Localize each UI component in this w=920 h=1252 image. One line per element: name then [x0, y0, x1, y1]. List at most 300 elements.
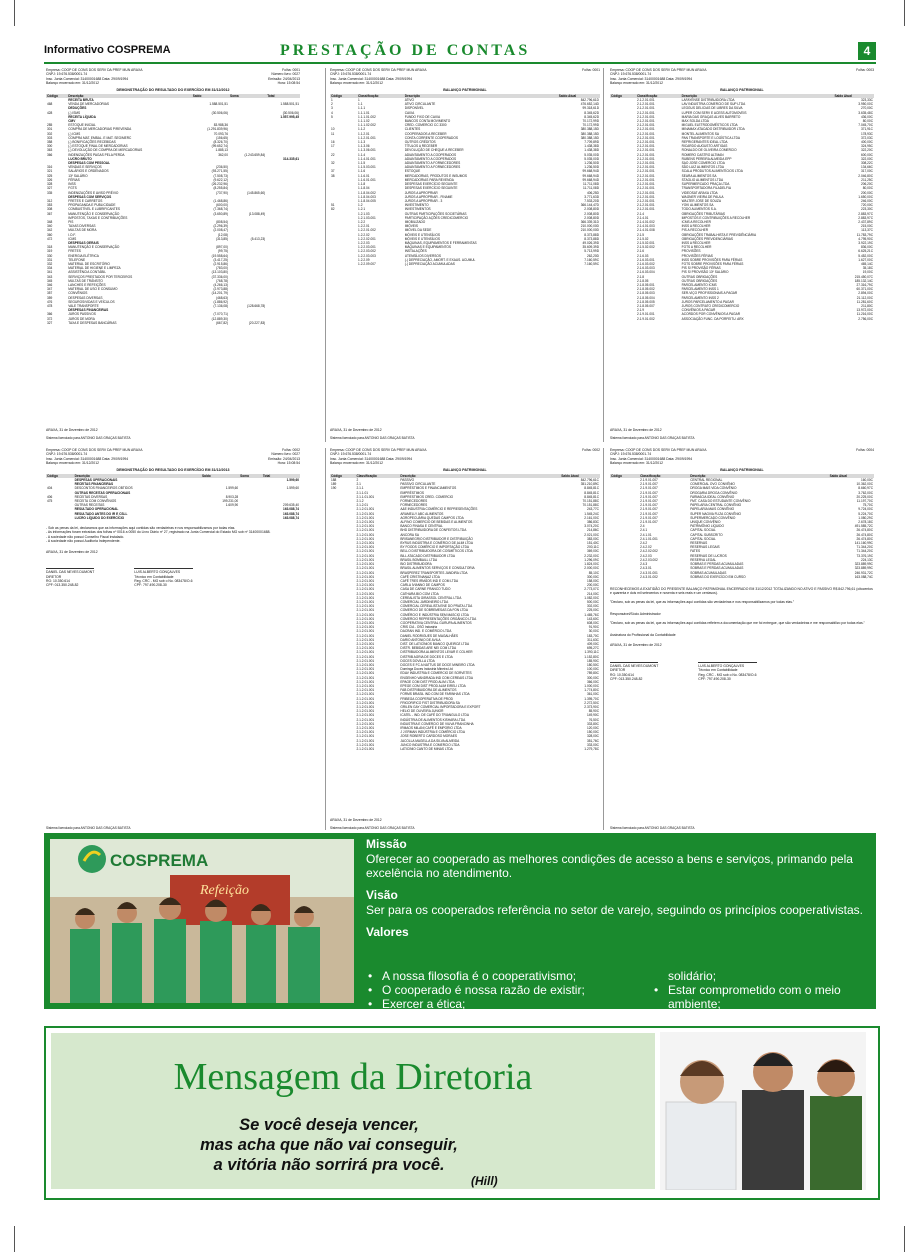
table-cell: (8.326,70) — [213, 140, 228, 145]
table-cell: 100,00C — [586, 667, 599, 672]
table-cell: PROPAGANDA E PUBLICIDADE — [68, 203, 116, 208]
signature-doc2: CPF: 013.350.248-82 — [46, 583, 79, 588]
table-cell: 308 — [47, 207, 53, 212]
table-cell: 1.1.8.04 — [358, 186, 370, 191]
message-quote — [179, 1115, 479, 1175]
sheet-meta — [856, 68, 874, 72]
table-cell: SEGUROS/VIDAS E VEÍCULOS — [68, 299, 115, 304]
table-cell: INVESTIMENTOS — [404, 207, 431, 212]
table-cell: COOPERATIVA CENTRAL GURUPA ALIMENTOS — [400, 620, 472, 625]
sheet-meta-item: Folha: 0001 — [582, 68, 600, 72]
table-cell: (156,65) — [216, 135, 228, 140]
table-cell: ENERGIA ELÉTRICA — [68, 253, 99, 258]
place-date: ARAXA, 31 de Dezembro de 2012 — [46, 427, 98, 432]
table-cell: 189 — [331, 482, 337, 487]
statement-title: DEMONSTRAÇÃO DO RESULTADO DO EXERCÍCIO EM 31/12/2012 — [116, 87, 230, 92]
table-cell: 314.335,61 — [283, 156, 299, 161]
table-cell: 2.1.2.01.001 — [356, 553, 375, 558]
table-cell: PROVISÕES — [681, 249, 701, 254]
table-cell: 2.1.2.01.001 — [356, 557, 375, 562]
table-cell: 302 — [47, 131, 53, 136]
table-cell: INSS — [68, 182, 76, 187]
table-cell: 3.922,19C — [858, 240, 873, 245]
table-cell: 200,11C — [587, 545, 599, 550]
table-cell: 2.1.2.01.001 — [356, 562, 375, 567]
table-cell: (-) BONIFICAÇÕES RECEBIDAS — [68, 140, 116, 145]
table-cell: 1.2.2.03.002 — [358, 249, 376, 254]
company-balance-line: Balanço encerrado em: 31/12/2012 — [46, 461, 99, 466]
table-cell: 2.1.2 — [356, 499, 364, 504]
logo-text: COSPREMA — [110, 851, 209, 870]
table-cell: 369,00C — [586, 549, 599, 554]
table-cell: CATHARA BIO COM LTDA — [400, 591, 439, 596]
table-cell: (-) DEPRECIAÇÃO ACUMULADAS — [404, 261, 455, 266]
table-cell: 2.1.8.05.005 — [636, 299, 655, 304]
table-cell: EPAGE COM DIST PROD ALIM LTDA — [400, 679, 455, 684]
table-cell: EPEGE COM DIST PROD ALIM EIRELI LTDA — [400, 683, 466, 688]
sheet-meta — [268, 448, 300, 466]
table-cell: 2.1.2.01.001 — [636, 152, 655, 157]
table-cell: 209.635,40 — [283, 503, 299, 508]
table-cell: 3.950,00C — [858, 102, 873, 107]
table-cell: (737,90) — [216, 190, 228, 195]
table-cell: SÃO LUIZ ALIMENTOS LTDA — [681, 165, 725, 170]
table-cell: MULTAS DE MORA — [68, 228, 97, 233]
table-cell: LUCRO BRUTO — [68, 156, 92, 161]
table-cell: 163.088,74C — [854, 574, 873, 579]
company-registry-line: Insc. Junta Comercial: 31400001688 Data: 29/09/1994 — [330, 76, 413, 81]
table-cell: 2.1.2.01.001 — [356, 671, 375, 676]
table-cell: MATERIAL DE USO E CONSUMO — [68, 287, 118, 292]
table-cell — [201, 516, 239, 520]
crop-mark — [904, 0, 905, 26]
company-balance-line: Balanço encerrado em: 31/12/2012 — [610, 461, 663, 466]
table-cell: 346 — [47, 282, 53, 287]
column-header: Total — [262, 474, 300, 478]
table-cell: 468 — [47, 102, 53, 107]
table-cell: YOKI ALIMENTOS SA — [681, 203, 714, 208]
table-cell: ALFINO COMERCIO DE BEBIDAS E ALIMENTOS — [400, 520, 473, 525]
table-cell: ATIVO — [404, 98, 415, 103]
table-cell: 9.724,00C — [858, 507, 873, 512]
table-cell: (-) ICMS — [68, 131, 81, 136]
table-cell: 1.627,00C — [858, 257, 873, 262]
table-cell: 351,76C — [586, 738, 599, 743]
table-cell: 1.1.8.04.002 — [358, 190, 376, 195]
company-cnpj-line: CNPJ: 19.676.538/0001-74 — [46, 452, 88, 457]
table-cell: MÁQUINAS E EQUIPAMENTOS — [404, 245, 451, 250]
table-cell: 2.1.2.01.001 — [356, 713, 375, 718]
table-cell: 1.2.2.01 — [358, 224, 370, 229]
company-registry-line: Insc. Junta Comercial: 31400001688 Data: 29/09/1994 — [46, 76, 129, 81]
table-cell: MATERIAL DE HIGIENE E LIMPEZA — [68, 266, 121, 271]
table-cell: 5.035,00D — [584, 156, 599, 161]
table-cell: CONVÊNIOS — [68, 291, 88, 296]
place-date: ARAXA, 31 de Dezembro de 2012 — [610, 427, 662, 432]
table-cell: 2.1.1 — [356, 486, 364, 491]
table-cell: 343 — [47, 274, 53, 279]
signature-doc2: CPF: 797.490.208-30 — [698, 676, 731, 681]
table-cell: 348 — [47, 219, 53, 224]
table-cell: INDENIZAÇÕES PAGAS PELA PERDA — [68, 152, 125, 157]
table-cell: 1.650,00C — [858, 194, 873, 199]
table-cell: 322,20C — [860, 148, 873, 153]
table-cell: 2.046,80C — [858, 173, 873, 178]
table-cell: 409,00C — [586, 641, 599, 646]
table-cell: 323,33C — [860, 98, 873, 103]
license-footer: Sistema licenciado para ANTONIO DAS GRAÇAS BATISTA — [46, 825, 131, 830]
table-cell: 4 — [331, 110, 333, 115]
table-cell: 37 — [331, 169, 335, 174]
license-footer: Sistema licenciado para ANTONIO DAS GRAÇAS BATISTA — [610, 825, 695, 830]
page-header — [44, 44, 876, 62]
table-cell: ACORDOS POR CONVÊNIOS A PAGAR — [681, 312, 741, 317]
table-cell: (236,50) — [216, 165, 228, 170]
table-cell: LUCRO LÍQUIDO DO EXERCÍCIO — [74, 515, 125, 520]
table-row — [610, 575, 874, 579]
table-cell: VENDA DE MERCADORIAS — [68, 102, 109, 107]
signature-name: DANIEL DAS NEVES DUMONT — [610, 663, 659, 668]
table-cell: 478 — [47, 303, 53, 308]
table-cell: CAPITAL SOCIAL — [690, 528, 716, 533]
table-cell: (99,75) — [217, 249, 228, 254]
sheet-meta-item: Número livro: 0027 — [271, 452, 300, 457]
table-cell: 1.1.2.01 — [358, 131, 370, 136]
table-cell: 2.1.2.01.001 — [636, 131, 655, 136]
table-cell: (9.622,12) — [213, 177, 228, 182]
table-cell: OBRIGAÇÕES TRIBUTÁRIAS — [681, 211, 726, 216]
table-cell: IMÓVEL DA SEDE — [404, 228, 432, 233]
table-cell: 1.824,00C — [584, 562, 599, 567]
table-cell: DACRAN IND. E COMÉRCIO LTDA — [400, 629, 452, 634]
table-cell: 380.388,15D — [580, 135, 599, 140]
table-cell: 2.1.1.01 — [356, 490, 368, 495]
column-header: Descrição — [399, 474, 560, 478]
table-cell: 11.783,79C — [856, 232, 873, 237]
table-cell: RESERVAS DE LUCROS — [690, 553, 727, 558]
table-cell: (145.865,60) — [247, 190, 266, 195]
signature-doc2: CPF: 013.350.248-82 — [610, 676, 643, 681]
table-cell: 16 — [331, 140, 335, 145]
table-cell: 2.008,80D — [584, 211, 599, 216]
table-cell: 120,00C — [586, 726, 599, 731]
table-cell: DESPESAS EXERCÍCIO SEGUINTE — [404, 182, 458, 187]
table-cell: RONALDO DE OLIVEIRA COMERCIO — [681, 148, 737, 153]
table-cell: 2.1.4.01.002 — [636, 219, 655, 224]
table-cell: 215,00C — [860, 224, 873, 229]
table-cell: 7.160,59C — [584, 261, 599, 266]
table-cell: COMERCIAL OVO CONVÊNIO — [690, 482, 735, 487]
table-cell: 26.474,80C — [856, 528, 873, 533]
missao-text: Oferecer ao cooperado as melhores condições de acesso a bens e serviços, primando pela excelência no atendimento. — [366, 852, 853, 880]
table-cell: 428 — [47, 110, 53, 115]
table-cell: SOBRAS E PERDAS ACUMULADAS — [690, 566, 744, 571]
statement-title: BALANÇO PATRIMONIAL — [443, 87, 487, 92]
table-cell: 308,22C — [860, 161, 873, 166]
table-cell: 362,00 — [218, 152, 228, 157]
column-header: Código — [330, 94, 357, 98]
table-cell: 3.771,63D — [584, 194, 599, 199]
table-cell: 2.1.9.01.007 — [640, 490, 658, 495]
table-cell: (468,63) — [216, 295, 228, 300]
table-cell: IMPOSTOS E CONTRIBUIÇÕES A RECOLHER — [681, 215, 751, 220]
table-cell: 1.599,60 — [286, 486, 299, 491]
table-cell: 1.1.6 — [358, 169, 366, 174]
table-cell: J J ERMAN INDÚSTRIA E COMÉRCIO LTDA — [400, 730, 465, 735]
signature-role: DIRETOR — [610, 668, 626, 673]
crop-mark — [14, 0, 15, 26]
table-cell: 1.1.2.01.001 — [358, 135, 376, 140]
table-cell: VENDAS E SERVIÇOS — [68, 165, 102, 170]
table-cell: (-) DEVOLUÇÃO DE COMPRA DE MERCADORIAS — [68, 148, 143, 153]
table-cell: ASSOCIAÇÃO FUNC. DA PORFEITU. ARX — [681, 316, 744, 321]
table-cell: 3.762,00C — [858, 490, 873, 495]
table-cell: 51 — [331, 203, 335, 208]
column-header: Código — [610, 474, 639, 478]
table-cell: 7.533,20D — [584, 198, 599, 203]
table-cell: SEARA ALIMENTOS SA — [681, 173, 717, 178]
column-header: Descrição — [404, 94, 558, 98]
table-cell: 1.236,50D — [584, 165, 599, 170]
crop-mark — [14, 1226, 15, 1252]
table-cell: 1.1.3 — [358, 140, 366, 145]
table-cell: COMERCIAL JARDINEIRO LTDA — [400, 599, 449, 604]
table-cell: 2.1.2.01.001 — [356, 675, 375, 680]
value-item: • Estar comprometido com o meio ambiente; — [652, 983, 874, 1011]
table-cell: 328 — [47, 182, 53, 187]
table-cell: 1.1.8.04.003 — [358, 194, 376, 199]
table-cell: 386,83C — [586, 520, 599, 525]
table-cell: (-) DEPRECIAÇÃO, AMORT. E EXAUS. ACUMUL — [404, 257, 476, 262]
table-cell: UNIQUE CONVÊNIO — [690, 520, 721, 525]
column-header: Classificação — [636, 94, 681, 98]
table-cell: 178,93C — [860, 131, 873, 136]
table-cell: 366.339,31D — [580, 219, 599, 224]
table-cell: 1.1.1.02.002 — [358, 123, 376, 128]
table-cell: HELIO DE OLIVEIRA JUNIOR — [400, 709, 444, 714]
table-cell: MINAMAX ATACADO DISTRIBUIDOR LTDA — [681, 127, 745, 132]
table-cell: 1.1.8.04.005 — [358, 198, 376, 203]
table-cell: 99.668,94D — [582, 169, 599, 174]
table-cell: 2.1.2.01.001 — [636, 140, 655, 145]
table-cell: RESULTADO OPERACIONAL — [74, 507, 119, 512]
table-cell: ADIANTAMENTO A FORNECEDORES — [404, 161, 461, 166]
table-cell: (3.417,25) — [213, 257, 228, 262]
table-cell: 380.388,15D — [580, 127, 599, 132]
table-cell: 323.889,99C — [854, 562, 873, 567]
table-cell: 327 — [47, 186, 53, 191]
table-cell: 2.1.2.01.001 — [356, 726, 375, 731]
table-cell: PASSIVO — [400, 478, 415, 483]
table-cell: (1.886,92) — [213, 299, 228, 304]
table-cell: 1.082,00C — [584, 595, 599, 600]
table-cell: (2.008,47) — [213, 228, 228, 233]
table-cell: 332 — [47, 261, 53, 266]
table-cell: 99.668,94D — [582, 177, 599, 182]
table-cell: INSS A RECOLHER — [681, 224, 711, 229]
table-cell: LAV INDUSTRIA COMERCIO DE SUP LTDA — [681, 102, 746, 107]
table-cell: ICMS — [68, 236, 77, 241]
table-cell: 406,25D — [586, 190, 599, 195]
table-row — [610, 317, 874, 321]
table-cell: DESPESAS FINANCEIRAS — [68, 308, 109, 313]
table-cell: 2.1.2.01.001 — [636, 114, 655, 119]
table-cell: 300,00C — [586, 574, 599, 579]
table-cell: ADIANTAMENTO A COOPERADOS — [404, 156, 457, 161]
table-cell: 2.1.9.01.001 — [636, 312, 655, 317]
table-cell: 199.231,00 — [222, 499, 239, 504]
table-cell: RICARDO AUGUSTO ARTIGAS — [681, 144, 728, 149]
recognition-text: RECONHECEMOS A EXATIDÃO DO PRESENTE BALANÇO PATRIMONIAL ENCERRADO EM 31/12/2012 TOTALIZANDO NO ATIVO E PASSIVO R$ 842.796,61 (oitocentos e quarenta e dois mil setecentos e noventa e seis reais e um centavos). — [610, 586, 873, 596]
table-cell: 2.1.9.01.007 — [640, 478, 658, 483]
table-cell: 2.1.8.05.007 — [636, 303, 655, 308]
table-cell: CRED. COMERCIO CC 3300 — [404, 123, 447, 128]
sheet-meta-item: Emissão: 24/04/2013 — [268, 76, 300, 81]
table-cell: 5.452,00C — [858, 253, 873, 258]
table-cell: 8.373,88D — [584, 232, 599, 237]
table-cell: RECEITA BRUTA — [68, 98, 94, 103]
signature-role: DIRETOR — [46, 574, 62, 579]
newsletter-title: Informativo COSPREMA — [44, 44, 171, 56]
table-cell: 2.1.4.01 — [636, 215, 649, 220]
table-cell: 8.373,88D — [584, 236, 599, 241]
table-cell: FGTS — [68, 186, 77, 191]
table-cell: ESTOQUE INICIAL — [68, 123, 96, 128]
table-cell: 225,00C — [586, 608, 599, 613]
table-cell: GRILEN GAY COMERCIAL IMPORTADORA E EXPORT — [400, 705, 481, 709]
table-cell: CRIS CIA - OSÓ Industria — [400, 625, 438, 630]
table-cell: 11 — [331, 131, 335, 136]
table-cell: 80,00C — [862, 119, 873, 124]
table-cell: 214,00C — [586, 591, 599, 596]
company-cnpj-line: CNPJ: 19.676.538/0001-74 — [46, 72, 88, 77]
declaration-text: "Declaro, sob as penas da lei, que as informações aqui contidas são verdadeiras e nos responsabilizamos por todas elas." — [610, 599, 795, 604]
table-cell: 75,70C — [862, 503, 873, 508]
statement-table — [46, 94, 300, 325]
table-cell: RESERVAS — [690, 541, 708, 546]
table-row — [46, 516, 300, 520]
statement-table — [610, 474, 874, 579]
place-date: ARAXA, 31 de Dezembro de 2012 — [330, 427, 382, 432]
table-cell: 330 — [47, 253, 53, 258]
column-header: Saldo — [192, 94, 229, 98]
column-header: Descrição — [74, 474, 201, 478]
table-cell: 2 — [356, 478, 359, 483]
column-divider — [603, 448, 604, 830]
company-registry-line: Insc. Junta Comercial: 31400001688 Data: 29/09/1994 — [610, 76, 693, 81]
table-cell: (7.070,71) — [213, 312, 228, 317]
column-header: Classificação — [357, 94, 404, 98]
table-cell: 2.4.1.01 — [640, 532, 652, 537]
table-cell: 2.1.2.01.001 — [636, 207, 655, 212]
table-cell: 2.1.4.01.003 — [636, 224, 655, 229]
table-cell: 246.931,72C — [854, 570, 873, 575]
table-cell: 1.2.2.09.007 — [358, 261, 376, 266]
table-cell: MÓVEIS E UTENSÍLIOS — [404, 232, 440, 237]
table-cell: 303 — [47, 135, 53, 140]
column-divider — [603, 68, 604, 442]
team-photo-illustration — [50, 839, 354, 1003]
table-cell: 1.1.3.06 — [358, 144, 370, 149]
table-cell: 150,00C — [586, 730, 599, 735]
table-cell: 326 — [47, 177, 53, 182]
table-cell: 2.1.8.05.003 — [636, 291, 655, 296]
sheet-meta-item: Folha: 0003 — [856, 68, 874, 72]
table-cell: 20.225,00C — [856, 494, 873, 499]
table-cell: 200,00C — [586, 583, 599, 588]
table-cell: 353 — [47, 203, 53, 208]
table-cell: 1.1.2 — [358, 127, 366, 132]
table-cell: (783,00) — [216, 266, 228, 271]
table-cell: 143,60C — [586, 616, 599, 621]
table-cell: 85,90C — [588, 709, 599, 714]
table-cell: MAX SOLDA LTDA — [681, 119, 709, 124]
table-cell: 360 — [47, 232, 53, 237]
table-cell: SER-VIÇO PROFISSIONAIS A PAGAR — [681, 291, 738, 296]
table-cell: 5.035,00D — [584, 152, 599, 157]
table-row — [330, 747, 600, 751]
table-cell: 312 — [47, 198, 53, 203]
message-section — [44, 1026, 880, 1200]
table-cell: CONTA CORRENTE COOPERADOS — [404, 135, 458, 140]
table-cell: 2.1.2.01.001 — [636, 182, 655, 187]
table-cell: 141.160,99C — [854, 541, 873, 546]
table-cell: (1.291.839,96) — [207, 127, 228, 132]
table-cell: 342 — [47, 228, 53, 233]
table-cell: 2.4 — [640, 524, 645, 529]
table-cell: COMPRA DE MERCADORIAS P/REVENDA — [68, 127, 132, 132]
table-cell: FATES — [690, 549, 701, 554]
table-cell: ADIANTAMENTO A FORNECEDORES — [404, 165, 461, 170]
table-cell: 366 — [47, 152, 53, 157]
table-cell — [239, 516, 262, 520]
table-cell: 2.1.6.03.002 — [636, 261, 655, 266]
table-cell: BRISANEGRIO DISTRIBUIDOR E DISTRIBUIÇÃO — [400, 536, 473, 541]
column-header: Classificação — [355, 474, 399, 478]
table-cell: 2.1.2.01.001 — [356, 721, 375, 726]
table-cell: MATERIAL DE ESCRITÓRIO — [68, 261, 110, 266]
table-cell: 1.395,70C — [584, 696, 599, 701]
table-cell: (13.088,49) — [248, 211, 266, 216]
table-cell: DROGA MAIS VIDA CONVÊNIO — [690, 486, 737, 491]
table-cell: 2.1.6.03.003 — [636, 266, 655, 271]
table-cell — [330, 747, 355, 751]
table-cell: 331 — [47, 257, 53, 262]
table-cell: 1.2 — [358, 203, 363, 208]
table-cell: EMPRÉSTIMOS E FINANCIAMENTOS — [400, 486, 457, 491]
table-cell: RECEITAS FINANCEIRAS — [74, 482, 114, 487]
table-cell: 19,00C — [862, 270, 873, 275]
table-cell: (7.136,08) — [213, 303, 228, 308]
table-cell: 3 — [331, 106, 333, 111]
table-cell: 366,00C — [586, 679, 599, 684]
table-cell: 1.599,60 — [225, 486, 239, 491]
table-cell: (7.368,74) — [213, 207, 228, 212]
table-cell: SUPERMERCADO PRAÇA LTDA — [681, 182, 730, 187]
table-cell: 1.2.2.03 — [358, 240, 370, 245]
table-cell: PAPELARIA MAIS CONVÊNIO — [690, 507, 735, 512]
table-cell: UTENSÍLIOS DIVERSOS — [404, 253, 442, 258]
table-cell: 113,37C — [861, 228, 873, 233]
table-cell: 2.1.2.01.001 — [356, 604, 375, 609]
table-cell: DISPONÍVEL — [404, 106, 424, 111]
table-cell: 2.1.2.01.001 — [356, 566, 375, 571]
table-cell: 1.1.5 — [358, 161, 366, 166]
sheet-meta-item: Hora: 15:08:54 — [277, 81, 300, 86]
table-cell: 1.1 — [358, 102, 363, 107]
table-cell: 2.1.2.01.001 — [356, 688, 375, 693]
table-cell: 2.1.6.03.004 — [636, 270, 655, 275]
